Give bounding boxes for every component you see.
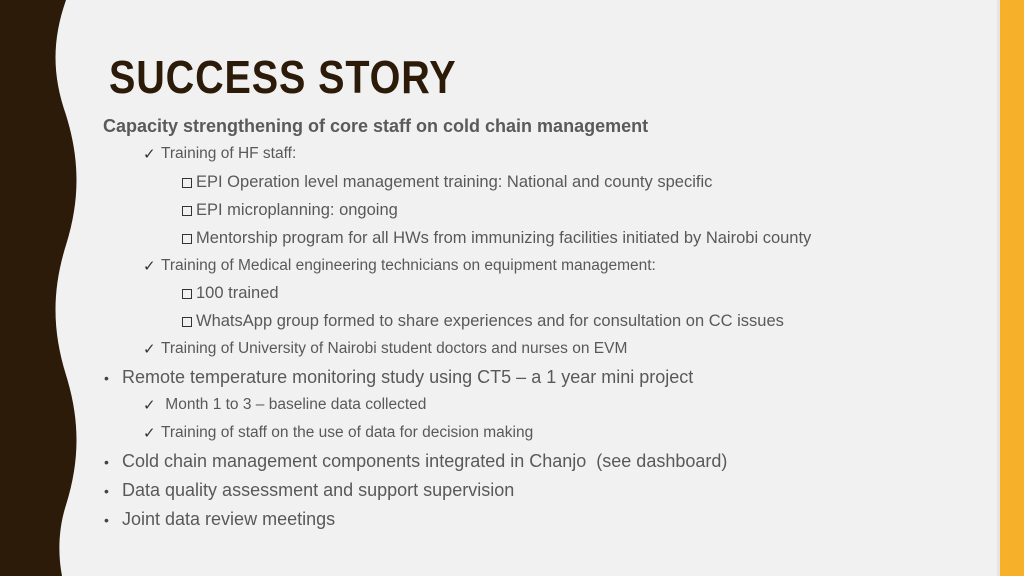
check-icon: ✓ [143,258,156,275]
bullet-dot-icon: • [104,453,109,470]
bullet-line [143,257,656,275]
check-icon: ✓ [143,341,156,358]
bullet-text: Cold chain management components integrated in Chanjo (see dashboard) [122,451,728,471]
bullet-text: Month 1 to 3 – baseline data collected [161,396,427,413]
bullet-line [143,396,426,414]
bullet-text: Training of Medical engineering technicians on equipment management: [161,257,656,274]
box-icon [182,317,192,327]
slide-title: SUCCESS STORY [109,51,457,103]
bullet-line [104,367,693,388]
bullet-text: EPI microplanning: ongoing [196,201,398,219]
box-icon [182,206,192,216]
bullet-text: Mentorship program for all HWs from immunizing facilities initiated by Nairobi county [196,229,812,247]
bullet-line [182,312,784,331]
bullet-line [104,451,727,472]
bullet-line [104,509,335,530]
bullet-line [143,145,296,163]
slide-subtitle: Capacity strengthening of core staff on cold chain management [103,116,649,136]
check-icon: ✓ [143,425,156,442]
box-icon [182,289,192,299]
wavy-band-shape [0,0,77,576]
bullet-dot-icon: • [104,482,109,499]
bullet-text: Data quality assessment and support supervision [122,480,515,500]
bullet-line [104,480,514,501]
bullet-text: Remote temperature monitoring study using CT5 – a 1 year mini project [122,367,694,387]
bullet-text: Joint data review meetings [122,509,336,529]
bullet-dot-icon: • [104,511,109,528]
left-wavy-band [0,0,90,576]
bullet-dot-icon: • [104,369,109,386]
box-icon [182,234,192,244]
bullet-text: 100 trained [196,284,279,302]
check-icon: ✓ [143,397,156,414]
bullet-line [143,340,627,358]
bullet-line [182,173,712,192]
bullet-line [143,424,533,442]
bullet-text: EPI Operation level management training: National and county specific [196,173,713,191]
bullet-text: Training of staff on the use of data for decision making [161,424,534,441]
bullet-line [182,229,811,248]
right-accent-bar [1000,0,1024,576]
box-icon [182,178,192,188]
bullet-text: WhatsApp group formed to share experiences and for consultation on CC issues [196,312,784,330]
bullet-text: Training of HF staff: [161,145,297,162]
check-icon: ✓ [143,146,156,163]
bullet-line [182,284,279,303]
bullet-text: Training of University of Nairobi student doctors and nurses on EVM [161,340,628,357]
bullet-line [182,201,398,220]
